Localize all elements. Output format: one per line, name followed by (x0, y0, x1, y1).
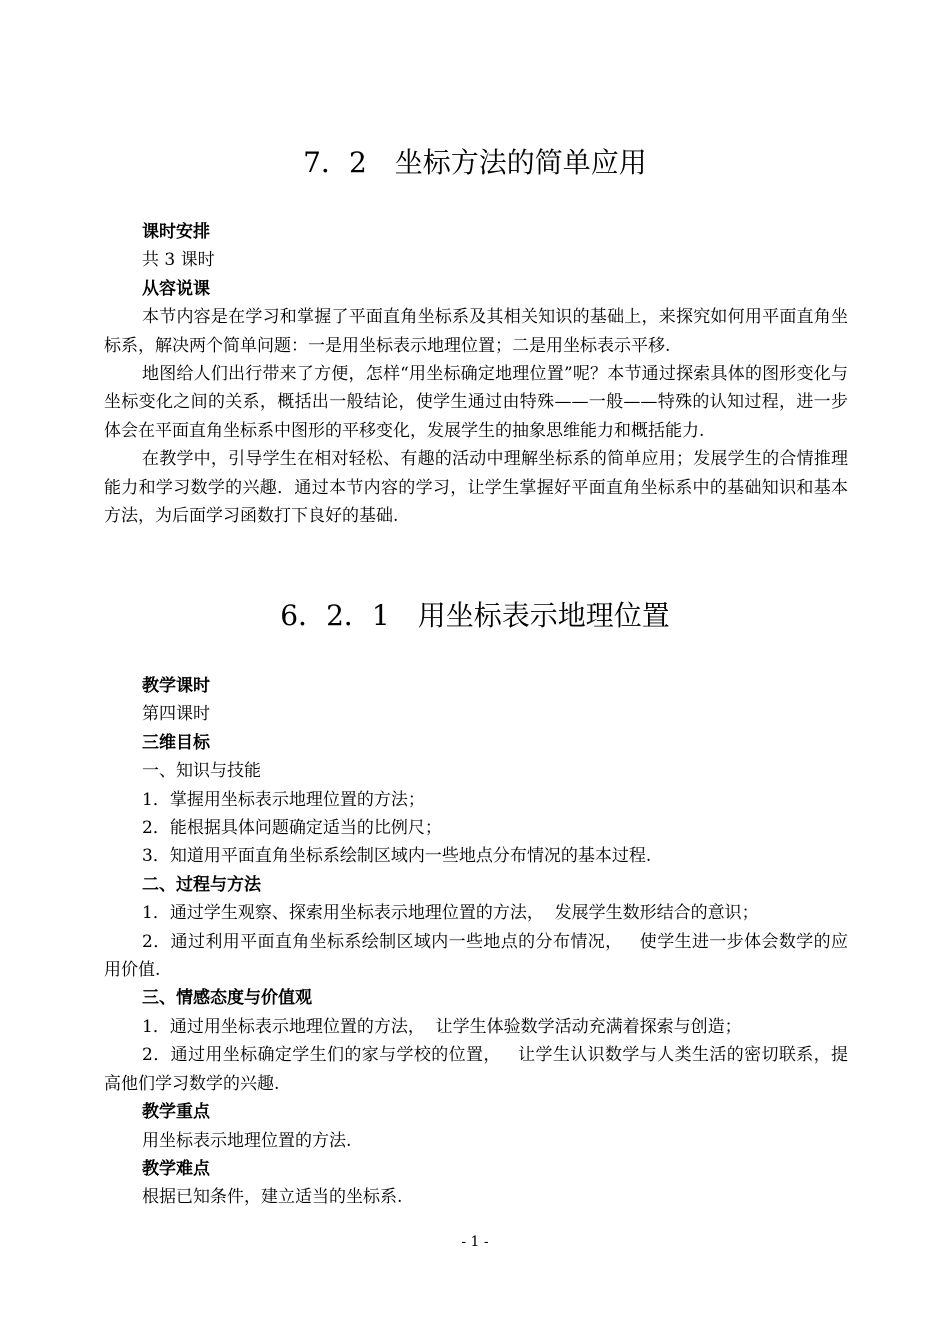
section-overview (104, 218, 848, 530)
intro-paragraph-3: 在教学中，引导学生在相对轻松、有趣的活动中理解坐标系的简单应用；发展学生的合情推理能力和学习数学的兴趣．通过本节内容的学习，让学生掌握好平面直角坐标系中的基础知识和基本方法，为后面学习函数打下良好的基础. (104, 449, 848, 527)
heading-difficulty: 教学难点 (142, 1158, 210, 1179)
section-lesson (104, 672, 848, 1212)
heading-emotion: 三、情感态度与价值观 (142, 988, 312, 1009)
heading-schedule: 课时安排 (142, 222, 210, 242)
key-point-text: 用坐标表示地理位置的方法. (142, 1130, 352, 1151)
period-text: 第四课时 (142, 704, 210, 725)
intro-paragraph-2: 地图给人们出行带来了方便，怎样“用坐标确定地理位置”呢？本节通过探索具体的图形变化与坐标变化之间的关系，概括出一般结论，使学生通过由特殊——一般——特殊的认知过程，进一步体会在平面直角坐标系中图形的平移变化，发展学生的抽象思维能力和概括能力. (104, 364, 848, 441)
heading-goals: 三维目标 (142, 732, 210, 753)
heading-period: 教学课时 (142, 676, 210, 696)
emotion-item-2: 2．通过用坐标确定学生们的家与学校的位置， 让学生认识数学与人类生活的密切联系，提高他们学习数学的兴趣. (104, 1045, 848, 1094)
heading-key-point: 教学重点 (142, 1102, 210, 1123)
knowledge-item-2: 2．能根据具体问题确定适当的比例尺； (142, 818, 442, 839)
knowledge-item-3: 3．知道用平面直角坐标系绘制区域内一些地点分布情况的基本过程. (142, 846, 652, 867)
heading-intro: 从容说课 (142, 278, 210, 299)
process-item-2: 2．通过利用平面直角坐标系绘制区域内一些地点的分布情况， 使学生进一步体会数学的应用价值. (104, 931, 848, 981)
page-number: - 1 - (461, 1234, 489, 1250)
section-title: 6．2．1 用坐标表示地理位置 (280, 599, 670, 632)
process-item-1: 1．通过学生观察、探索用坐标表示地理位置的方法， 发展学生数形结合的意识； (142, 903, 759, 924)
emotion-item-1: 1．通过用坐标表示地理位置的方法， 让学生体验数学活动充满着探索与创造； (142, 1016, 742, 1037)
difficulty-text: 根据已知条件，建立适当的坐标系. (142, 1187, 403, 1208)
chapter-title: 7．2 坐标方法的简单应用 (303, 146, 647, 179)
goal-subheading-knowledge: 一、知识与技能 (142, 761, 261, 782)
knowledge-item-1: 1．掌握用坐标表示地理位置的方法； (142, 789, 425, 810)
schedule-text: 共 3 课时 (142, 250, 215, 271)
heading-process: 二、过程与方法 (142, 874, 261, 895)
intro-paragraph-1: 本节内容是在学习和掌握了平面直角坐标系及其相关知识的基础上，来探究如何用平面直角坐标系，解决两个简单问题：一是用坐标表示地理位置；二是用坐标表示平移. (104, 307, 848, 356)
